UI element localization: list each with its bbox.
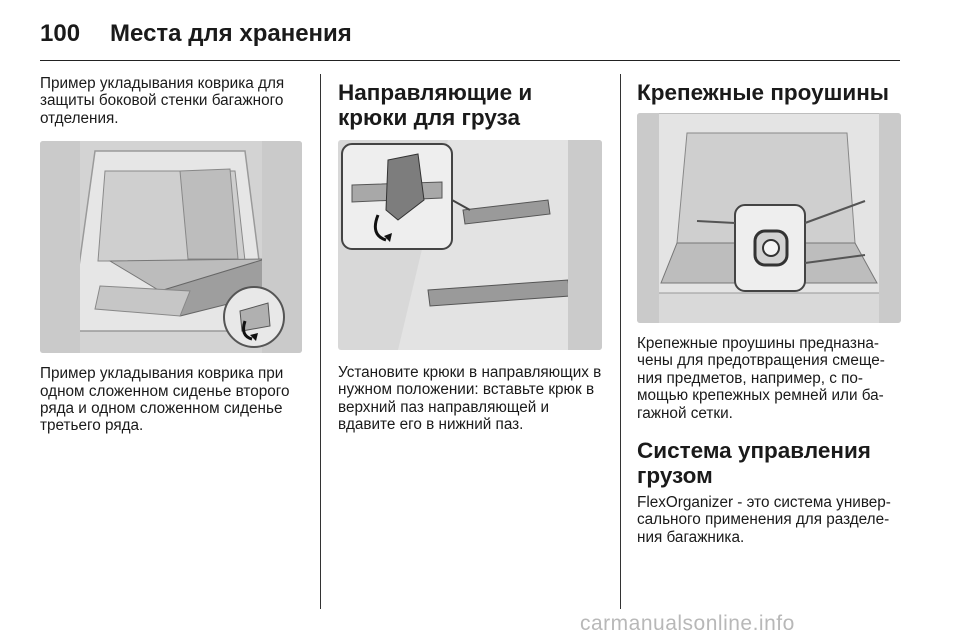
column-1: [40, 75, 302, 435]
page-header: [40, 16, 352, 52]
tie-down-eyes-body: Крепежные проушины предназна- чены для предотвращения смеще- ния предметов, например, с по- мощью крепежных ремней или ба- гажной сетки.: [637, 335, 885, 422]
caption-mat-folded-seats: Пример укладывания коврика при одном сложенном сиденье второго ряда и одном сложенном сиденье третьего ряда.: [40, 365, 290, 435]
trunk-mat-illustration: [40, 141, 302, 353]
watermark: carmanualsonline.info: [580, 612, 795, 635]
caption-mat-side-wall: Пример укладывания коврика для защиты боковой стенки багажного отделения.: [40, 75, 285, 127]
heading-cargo-management: Система управления грузом: [637, 438, 871, 489]
tie-down-eyes-illustration: [637, 113, 901, 323]
column-3: [637, 80, 901, 546]
column-divider-2: [620, 74, 621, 609]
page-number: 100: [40, 20, 81, 47]
column-divider-1: [320, 74, 321, 609]
column-2: [338, 80, 602, 434]
rails-hooks-illustration: [338, 140, 602, 350]
header-rule: [40, 60, 900, 61]
heading-tie-down-eyes: Крепежные проушины: [637, 80, 890, 105]
rails-hooks-body: Установите крюки в направляющих в нужном положении: вставьте крюк в верхний паз направляющей и вдавите его в нижний паз.: [338, 364, 602, 434]
page-title: Места для хранения: [110, 20, 352, 47]
cargo-management-body: FlexOrganizer - это система универ- сального применения для разделе- ния багажника.: [637, 494, 891, 546]
heading-rails-hooks: Направляющие и крюки для груза: [338, 80, 533, 130]
